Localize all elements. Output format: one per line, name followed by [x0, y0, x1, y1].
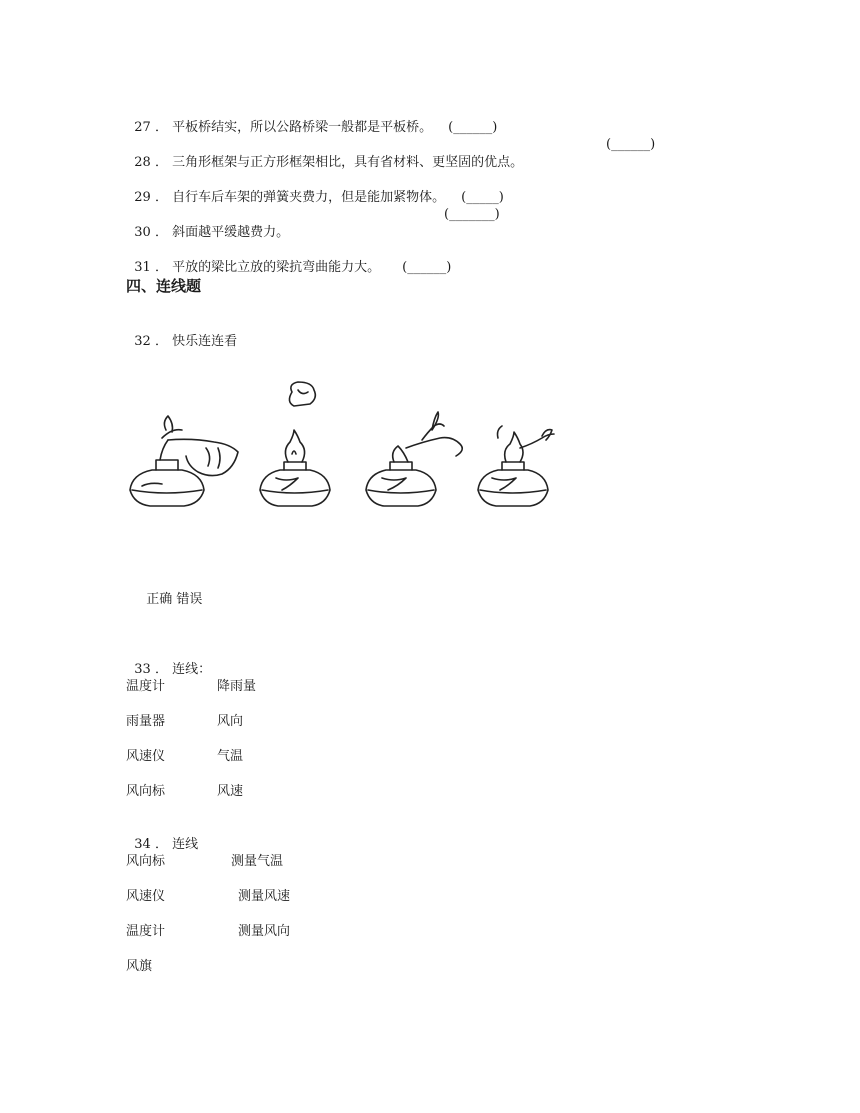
separator: ． — [154, 155, 168, 170]
lamp-3-icon — [366, 412, 462, 506]
question-28 — [126, 136, 523, 172]
q33-left-item[interactable]: 风速仪 — [126, 749, 166, 764]
lamp-4-icon — [478, 426, 554, 506]
question-number: 33 — [134, 662, 151, 677]
q33-left-item[interactable]: 风向标 — [126, 784, 166, 799]
question-30 — [126, 206, 289, 242]
separator: ． — [154, 837, 168, 852]
question-27 — [126, 101, 497, 137]
question-number: 30 — [134, 225, 151, 240]
option-wrong[interactable]: 错误 — [176, 592, 203, 607]
question-number: 31 — [134, 260, 151, 275]
question-29 — [126, 171, 504, 207]
question-number: 32 — [134, 334, 151, 349]
separator: ． — [154, 334, 168, 349]
separator: ． — [154, 260, 168, 275]
q33-left-item[interactable]: 雨量器 — [126, 714, 166, 729]
question-31 — [126, 241, 451, 277]
lamp-1-icon — [130, 416, 238, 506]
question-text: 快乐连连看 — [172, 334, 238, 349]
question-number: 34 — [134, 837, 151, 852]
answer-blank[interactable]: (______) — [402, 260, 452, 275]
alcohol-lamp-illustration — [122, 378, 562, 528]
question-text: 连线 — [172, 837, 199, 852]
section-heading: 四、连线题 — [126, 277, 202, 295]
question-number: 28 — [134, 155, 151, 170]
q34-left-item[interactable]: 风旗 — [126, 959, 153, 974]
question-33 — [126, 643, 211, 679]
option-correct[interactable]: 正确 — [146, 592, 173, 607]
answer-blank[interactable]: (_____) — [461, 190, 504, 205]
separator: ． — [154, 190, 168, 205]
q33-right-item[interactable]: 降雨量 — [217, 679, 257, 694]
q34-right-item[interactable]: 测量气温 — [231, 854, 284, 869]
separator: ． — [154, 662, 168, 677]
question-text: 平板桥结实，所以公路桥梁一般都是平板桥。 — [172, 120, 433, 135]
q34-right-item[interactable]: 测量风向 — [238, 924, 291, 939]
answer-blank-28[interactable]: (______) — [606, 137, 656, 152]
q33-right-item[interactable]: 气温 — [217, 749, 244, 764]
question-number: 27 — [134, 120, 151, 135]
q34-left-item[interactable]: 风速仪 — [126, 889, 166, 904]
question-text: 自行车后车架的弹簧夹费力，但是能加紧物体。 — [172, 190, 446, 205]
q33-right-item[interactable]: 风速 — [217, 784, 244, 799]
question-32 — [126, 315, 237, 351]
q32-options — [138, 573, 202, 609]
answer-blank[interactable]: (______) — [448, 120, 498, 135]
question-number: 29 — [134, 190, 151, 205]
q34-right-item[interactable]: 测量风速 — [238, 889, 291, 904]
q34-left-item[interactable]: 风向标 — [126, 854, 166, 869]
q34-left-item[interactable]: 温度计 — [126, 924, 166, 939]
question-text: 连线： — [172, 662, 212, 677]
separator: ． — [154, 120, 168, 135]
q33-left-item[interactable]: 温度计 — [126, 679, 166, 694]
question-34 — [126, 818, 198, 854]
lamp-2-icon — [260, 382, 330, 506]
question-text: 三角形框架与正方形框架相比，具有省材料、更坚固的优点。 — [172, 155, 524, 170]
separator: ． — [154, 225, 168, 240]
question-text: 平放的梁比立放的梁抗弯曲能力大。 — [172, 260, 381, 275]
question-text: 斜面越平缓越费力。 — [172, 225, 290, 240]
answer-blank-30[interactable]: (_______) — [444, 207, 500, 222]
q33-right-item[interactable]: 风向 — [217, 714, 244, 729]
